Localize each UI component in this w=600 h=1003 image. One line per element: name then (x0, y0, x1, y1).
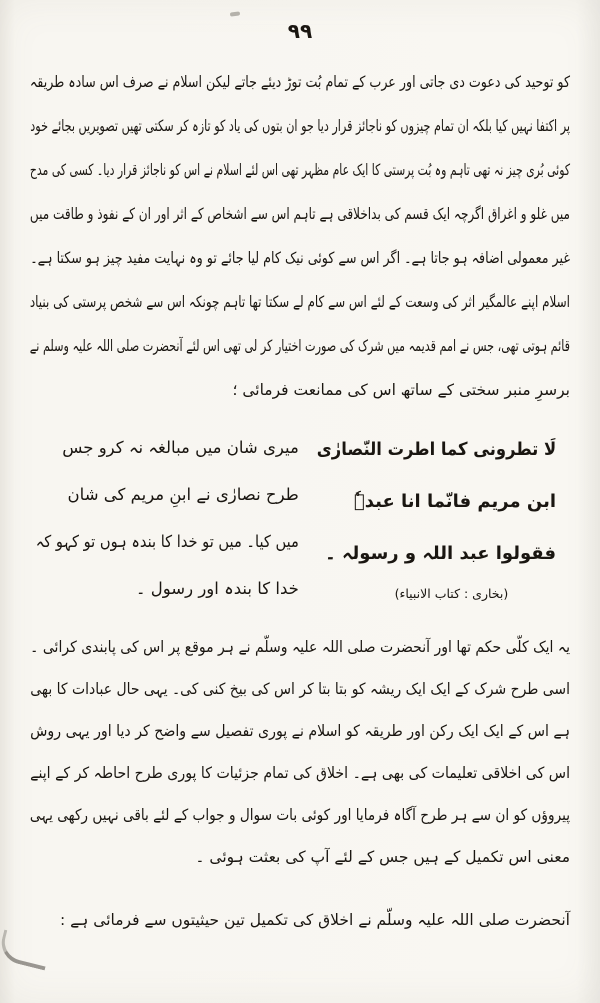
hadith-arabic-column (303, 424, 556, 612)
body-line: پر اکتفا نہیں کیا بلکہ ان تمام چیزوں کو ناجائز قرار دیا جو ان بتوں کی یاد کو تازہ کر سکتی تھیں تصویریں بجائے خود (30, 117, 571, 135)
body-line: قائم ہوتی تھی، جس نے امم قدیمہ میں شرک کی صورت اختیار کر لی تھی اس لئے آنحضرت صلی اللہ علیہ وسلم نے (29, 337, 570, 355)
body-line: معنی اس تکمیل کے ہیں جس کے لئے آپ کی بعثت ہوئی ۔ (195, 848, 570, 866)
body-line: کو توحید کی دعوت دی جاتی اور عرب کے تمام بُت توڑ دیئے جاتے لیکن اسلام نے صرف اس سادہ طریقہ (29, 73, 570, 91)
body-line: برسرِ منبر سختی کے ساتھ اس کی ممانعت فرمائی ؛ (232, 381, 570, 399)
body-line: اسلام اپنے عالمگیر اثر کی وسعت کے لئے اس سے کام لے سکتا تھا تاہم چونکہ اس سے شخص پرستی کی بنیاد (29, 293, 570, 311)
hadith-citation: (بخاری : کتاب الانبیاء) (394, 586, 509, 601)
body-line: کوئی بُری چیز نہ تھی تاہم وہ بُت پرستی کا ایک عام مظہر تھی اس لئے اسلام نے اس کو ناجائز قرار دیا۔ کسی کی مدح (29, 161, 570, 179)
body-line: غیر معمولی اضافہ ہو جاتا ہے۔ اگر اس سے کوئی نیک کام لیا جائے تو وہ نہایت مفید چیز ہو سکتا ہے۔ (30, 249, 571, 267)
body-line: پیروؤں کو ان سے ہر طرح آگاہ فرمایا اور کوئی بات سوال و جواب کے لئے باقی نہیں رکھی یہی (29, 806, 571, 824)
hadith-quote-block (36, 424, 556, 612)
hadith-arabic-line: لَا تطرونی کما اطرت النّصارٰی (316, 439, 556, 460)
translation-line: میری شان میں مبالغہ نہ کرو جس (62, 438, 299, 457)
hadith-translation-column (36, 424, 303, 612)
paragraph-2 (30, 626, 570, 878)
closing-paragraph (30, 898, 570, 942)
body-line: ہے اس کے ایک ایک رکن اور طریقہ کو اسلام نے پوری تفصیل سے واضح کر دیا اور یہی روش (30, 722, 570, 740)
hadith-arabic-line: فقولوا عبد اللہ و رسولہ ۔ (325, 543, 556, 564)
body-line: یہ ایک کلّی حکم تھا اور آنحضرت صلی اللہ علیہ وسلّم نے ہر موقع پر اس کی پابندی کرائی ۔ (30, 638, 570, 656)
paragraph-1 (30, 60, 570, 412)
page-number: ۹۹ (287, 19, 313, 43)
translation-line: خدا کا بندہ اور رسول ۔ (135, 579, 299, 598)
translation-line: طرح نصارٰی نے ابنِ مریم کی شان (67, 485, 299, 504)
translation-line: میں کیا۔ میں تو خدا کا بندہ ہوں تو کہو کہ (35, 532, 299, 551)
body-line: اسی طرح شرک کے ایک ایک ریشہ کو بتا بتا کر اس کی بیخ کنی کی۔ یہی حال عبادات کا بھی (30, 680, 570, 698)
body-line: اس کی اخلاقی تعلیمات کی بھی ہے۔ اخلاق کی تمام جزئیات کا پوری طرح احاطہ کر کے اپنے (30, 764, 570, 782)
closing-line: آنحضرت صلی اللہ علیہ وسلّم نے اخلاق کی تکمیل تین حیثیتوں سے فرمائی ہے : (60, 911, 570, 929)
hadith-arabic-line: ابن مریم فانّما انا عبدہٗ (353, 491, 556, 512)
body-line: میں غلو و اغراق اگرچہ ایک قسم کی بداخلاقی ہے تاہم اس سے اشخاص کے اثر اور ان کے نفوذ و طاقت میں (29, 205, 571, 223)
